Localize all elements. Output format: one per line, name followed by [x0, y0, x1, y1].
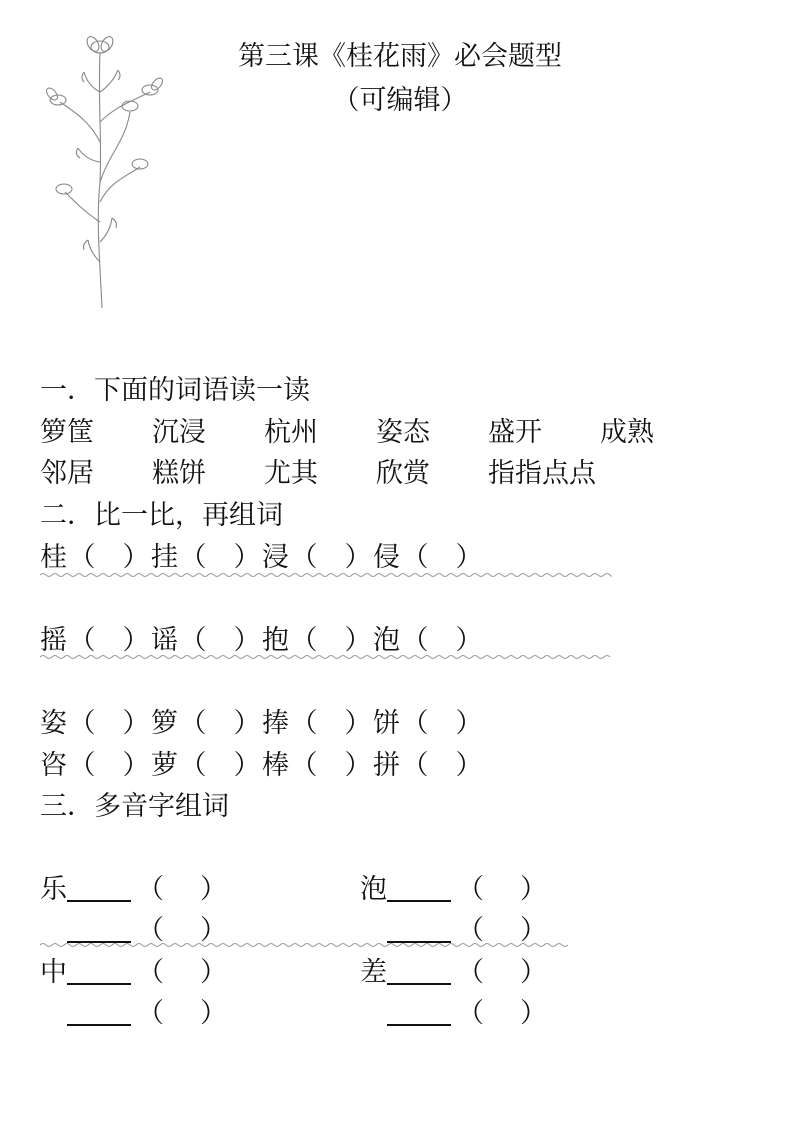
answer-line[interactable]	[387, 915, 451, 943]
compare-char: 捧	[262, 708, 289, 739]
compare-row	[40, 541, 484, 575]
paren-close: ）	[344, 750, 372, 781]
answer-line[interactable]	[67, 957, 131, 985]
word-row-2	[40, 457, 740, 491]
compare-char: 姿	[40, 708, 67, 739]
paren-open: （	[401, 750, 429, 781]
compare-char: 抱	[262, 625, 289, 656]
paren-open: （	[401, 542, 429, 573]
compare-char: 箩	[151, 708, 178, 739]
paren-open: （	[179, 542, 207, 573]
page-subtitle: （可编辑）	[332, 85, 468, 116]
vocab-word: 姿态	[376, 417, 430, 448]
paren-open: （	[457, 957, 484, 988]
paren-open: （	[68, 750, 96, 781]
paren-open: （	[290, 542, 318, 573]
polyphone-char: 差	[360, 957, 387, 988]
wavy-divider	[40, 942, 592, 948]
paren-open: （	[457, 998, 484, 1029]
paren-open: （	[68, 542, 96, 573]
polyphone-char: 中	[40, 957, 67, 988]
polyphone-row	[40, 997, 640, 1031]
vocab-word: 杭州	[264, 417, 318, 448]
answer-line[interactable]	[387, 957, 451, 985]
compare-char: 拼	[373, 750, 400, 781]
paren-open: （	[179, 625, 207, 656]
compare-char: 泡	[373, 625, 400, 656]
paren-close: ）	[233, 625, 261, 656]
paren-open: （	[179, 708, 207, 739]
vocab-word: 成熟	[600, 417, 654, 448]
paren-open: （	[68, 708, 96, 739]
section1-heading: 一．下面的词语读一读	[40, 375, 310, 406]
paren-open: （	[137, 915, 164, 946]
paren-close: ）	[455, 625, 483, 656]
answer-line[interactable]	[387, 998, 451, 1026]
compare-char: 棒	[262, 750, 289, 781]
vocab-word: 欣赏	[376, 458, 430, 489]
paren-close: ）	[200, 874, 227, 905]
paren-close: ）	[200, 915, 227, 946]
polyphone-char: 泡	[360, 874, 387, 905]
compare-char: 浸	[262, 542, 289, 573]
paren-open: （	[290, 750, 318, 781]
paren-open: （	[290, 625, 318, 656]
paren-close: ）	[344, 542, 372, 573]
paren-close: ）	[122, 750, 150, 781]
vocab-word: 盛开	[488, 417, 542, 448]
answer-line[interactable]	[387, 874, 451, 902]
answer-line[interactable]	[67, 998, 131, 1026]
compare-char: 萝	[151, 750, 178, 781]
paren-open: （	[401, 708, 429, 739]
paren-open: （	[137, 874, 164, 905]
paren-close: ）	[344, 625, 372, 656]
word-row-1	[40, 416, 740, 450]
compare-char: 侵	[373, 542, 400, 573]
section3-heading: 三．多音字组词	[40, 791, 229, 822]
compare-char: 挂	[151, 542, 178, 573]
paren-close: ）	[200, 998, 227, 1029]
vocab-word: 邻居	[40, 458, 94, 489]
paren-close: ）	[122, 542, 150, 573]
answer-line[interactable]	[67, 874, 131, 902]
section2-heading: 二．比一比，再组词	[40, 500, 283, 531]
paren-close: ）	[520, 874, 547, 905]
paren-open: （	[401, 625, 429, 656]
vocab-word: 沉浸	[152, 417, 206, 448]
vocab-word: 箩筐	[40, 417, 94, 448]
wavy-divider	[40, 572, 612, 578]
paren-close: ）	[233, 542, 261, 573]
paren-close: ）	[233, 708, 261, 739]
page-title: 第三课《桂花雨》必会题型	[238, 41, 562, 72]
paren-open: （	[457, 915, 484, 946]
wavy-divider	[40, 654, 612, 660]
polyphone-row	[40, 873, 640, 907]
paren-close: ）	[455, 708, 483, 739]
paren-close: ）	[233, 750, 261, 781]
paren-open: （	[179, 750, 207, 781]
paren-close: ）	[344, 708, 372, 739]
paren-close: ）	[520, 998, 547, 1029]
paren-close: ）	[520, 957, 547, 988]
answer-line[interactable]	[67, 915, 131, 943]
compare-char: 摇	[40, 625, 67, 656]
polyphone-row	[40, 956, 640, 990]
paren-close: ）	[520, 915, 547, 946]
paren-close: ）	[122, 625, 150, 656]
paren-close: ）	[200, 957, 227, 988]
compare-char: 咨	[40, 750, 67, 781]
paren-open: （	[68, 625, 96, 656]
vocab-word: 尤其	[264, 458, 318, 489]
vocab-word: 指指点点	[488, 458, 596, 489]
vocab-word: 糕饼	[152, 458, 206, 489]
polyphone-char: 乐	[40, 874, 67, 905]
compare-char: 桂	[40, 542, 67, 573]
compare-char: 饼	[373, 708, 400, 739]
compare-char: 谣	[151, 625, 178, 656]
paren-open: （	[457, 874, 484, 905]
paren-close: ）	[122, 708, 150, 739]
flower-illustration	[30, 32, 170, 310]
paren-open: （	[137, 998, 164, 1029]
compare-row	[40, 624, 484, 658]
paren-open: （	[290, 708, 318, 739]
compare-row	[40, 707, 484, 741]
paren-open: （	[137, 957, 164, 988]
paren-close: ）	[455, 542, 483, 573]
compare-row	[40, 749, 484, 783]
paren-close: ）	[455, 750, 483, 781]
